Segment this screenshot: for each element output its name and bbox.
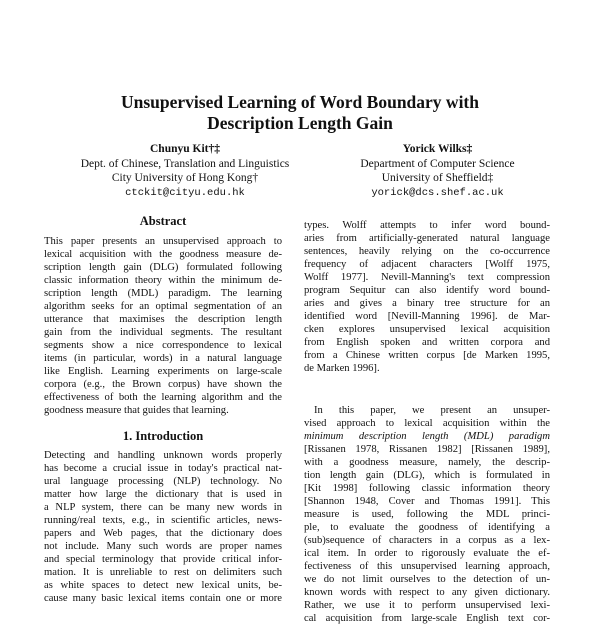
- text-line: scription length gain (DLG) formulated following: [44, 262, 282, 273]
- text-line: [Shannon 1948, Cover and Thomas 1991]. This: [304, 496, 550, 507]
- text-line: sentences, heavily relying on the co-occurrence: [304, 246, 550, 257]
- author-email: yorick@dcs.shef.ac.uk: [371, 186, 504, 199]
- text-line: items (in particular, words) in a natural language: [44, 353, 282, 364]
- text-line: In this paper, we present an unsuper-: [314, 405, 550, 416]
- text-line: like English. Learning experiments on large-scale: [44, 366, 282, 377]
- text-line: identified word [Nevill-Manning 1996]. de Mar-: [304, 311, 550, 322]
- text-line: de Marken 1996].: [304, 363, 380, 374]
- text-line: classic information theory within the minimum de-: [44, 275, 282, 286]
- text-line: Wolff 1977]. Nevill-Manning's text compression: [304, 272, 550, 283]
- text-line: a NLP system, there can be many new words in: [44, 502, 282, 513]
- text-line: effectiveness of both the learning algorithm and the: [44, 392, 282, 403]
- text-line: aries from artificially-generated natural language: [304, 233, 550, 244]
- text-line: matter how large the dictionary that is used in: [44, 489, 282, 500]
- text-line: and special terminology that provide critical infor-: [44, 554, 282, 565]
- text-line: Rather, we use it to perform unsupervised lexi-: [304, 600, 550, 611]
- text-line: aries and gives a binary tree structure for an: [304, 298, 550, 309]
- text-line: gain from the individual segments. The resultant: [44, 327, 282, 338]
- text-line: we do not limit ourselves to the detection of un-: [304, 574, 550, 585]
- intro-body: [44, 449, 282, 604]
- text-line: [Kit 1998] following classic information theory: [304, 483, 550, 494]
- text-line: types. Wolff attempts to infer word bound-: [304, 220, 550, 231]
- text-line: program Sequitur can also identify word bound-: [304, 285, 550, 296]
- author-name: Chunyu Kit†‡: [150, 143, 220, 155]
- right-column-paragraph-2: [304, 404, 550, 624]
- text-line: (sub)sequence of characters in a corpus as a lex-: [304, 535, 550, 546]
- text-line: This paper presents an unsupervised approach to: [44, 236, 282, 247]
- text-line: frequency of adjacent characters [Wolff 1975,: [304, 259, 550, 270]
- text-line: [Rissanen 1978, Rissanen 1982] [Rissanen 1989],: [304, 444, 550, 455]
- text-line: segments show a nice correspondence to lexical: [44, 340, 282, 351]
- intro-heading: 1. Introduction: [122, 429, 204, 443]
- text-line: Detecting and handling unknown words properly: [44, 450, 282, 461]
- paper-title: [40, 92, 560, 134]
- author-affiliation: City University of Hong Kong†: [111, 172, 259, 184]
- text-line: utterance that maximises the description length: [44, 314, 282, 325]
- text-line: known words with respect to any given dictionary.: [304, 587, 550, 598]
- text-line: mation. It is unreliable to rest on delimiters such: [44, 567, 282, 578]
- author-affiliation: Department of Computer Science: [360, 157, 515, 170]
- text-line: running/real texts, e.g., in scientific articles, news-: [44, 515, 282, 526]
- text-line: papers and Web pages, that the dictionary does: [44, 528, 282, 539]
- text-line: goodness measure that guides that learning.: [44, 405, 229, 416]
- text-line: algorithm seeks for an optimal segmentation of an: [44, 301, 282, 312]
- text-line: minimum description length (MDL) paradigm: [304, 431, 550, 442]
- author-email: ctckit@cityu.edu.hk: [125, 186, 245, 199]
- right-column-paragraph-1: [304, 219, 550, 375]
- text-line: corpora (e.g., the Brown corpus) have shown the: [44, 379, 282, 390]
- text-line: has become a crucial issue in today's practical nat-: [44, 463, 282, 474]
- author-affiliation: Dept. of Chinese, Translation and Linguistics: [80, 157, 290, 170]
- author-affiliation: University of Sheffield‡: [381, 172, 494, 184]
- author-name: Yorick Wilks‡: [402, 143, 473, 155]
- text-line: tion length gain (DLG), which is formulated in: [304, 470, 550, 481]
- text-line: vised approach to lexical acquisition within the: [304, 418, 550, 429]
- text-line: ical item. In order to rigorously evaluate the ef-: [304, 548, 550, 559]
- text-line: from a Chinese written corpus [de Marken 1995,: [304, 350, 550, 361]
- text-line: cken explores unsupervised lexical acquisition: [304, 324, 550, 335]
- text-line: fectiveness of this unsupervised learning approach,: [304, 561, 550, 572]
- text-line: ural language processing (NLP) technology. No: [44, 476, 282, 487]
- abstract-body: [44, 235, 282, 417]
- text-line: from English spoken and written corpora and: [304, 337, 550, 348]
- text-line: as white spaces to detect new lexical units, be-: [44, 580, 282, 591]
- title-line-1: Unsupervised Learning of Word Boundary with: [120, 92, 479, 112]
- text-line: ple, to evaluate the goodness of identifying a: [304, 522, 550, 533]
- text-line: cause many basic lexical items contain one or more: [44, 593, 282, 604]
- text-line: lexical acquisition with the goodness measure de-: [44, 249, 282, 260]
- text-line: cal acquisition from large-scale English text cor-: [304, 613, 550, 624]
- text-line: with a goodness measure, namely, the descrip-: [304, 457, 550, 468]
- author-block-kit: [40, 142, 330, 200]
- author-block-wilks: [305, 142, 570, 200]
- text-line: measure is used, following the MDL princi-: [304, 509, 550, 520]
- abstract-heading: Abstract: [139, 214, 187, 228]
- title-line-2: Description Length Gain: [207, 113, 393, 133]
- text-line: not include. Many such words are proper names: [44, 541, 282, 552]
- text-line: scription length (MDL) paradigm. The learning: [44, 288, 282, 299]
